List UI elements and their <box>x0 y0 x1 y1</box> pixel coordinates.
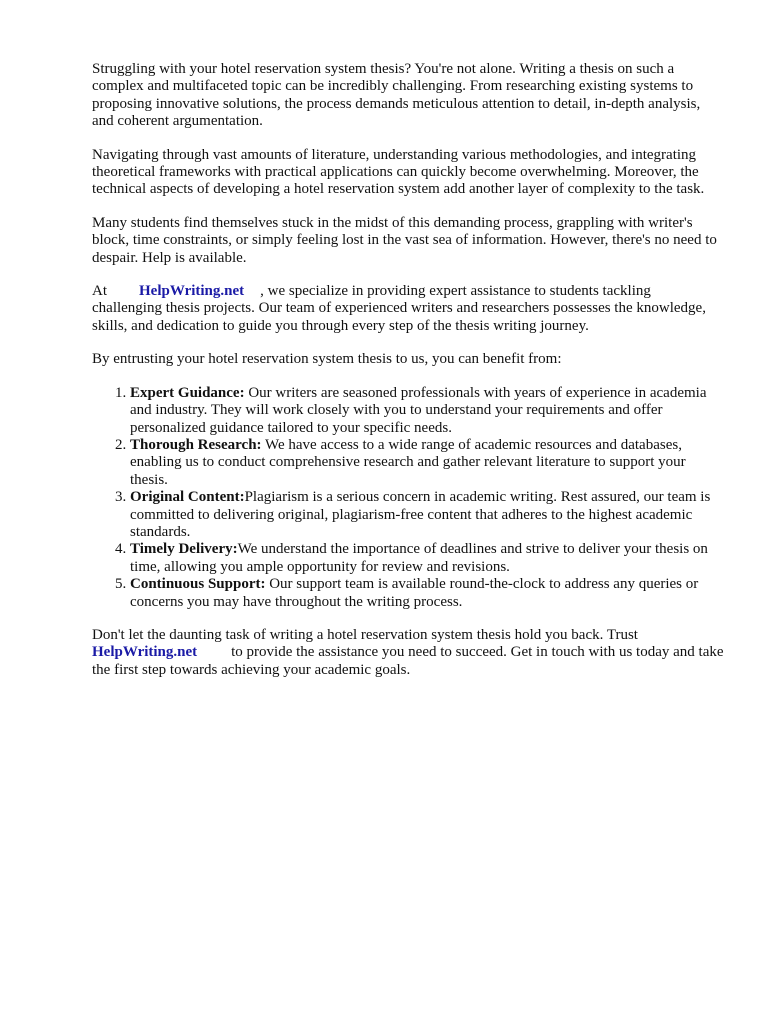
service-suffix: , we specialize in providing expert assistance to students tackling challenging thesis projects. Our team of experienced writers and researchers possesses the knowledge, skills, and dedication to guide you through every step of the thesis writing journey. <box>92 283 706 334</box>
document-page <box>92 61 724 695</box>
benefits-intro: By entrusting your hotel reservation system thesis to us, you can benefit from: <box>92 351 562 368</box>
list-item <box>130 576 724 611</box>
benefit-title: Continuous Support: <box>130 576 266 593</box>
benefit-text: Plagiarism is a serious concern in academic writing. Rest assured, our team is committed to delivering original, plagiarism-free content that adheres to the highest academic standards. <box>130 489 711 540</box>
benefit-title: Thorough Research: <box>130 436 262 453</box>
list-item <box>130 437 724 489</box>
list-item <box>130 385 724 437</box>
benefits-list <box>92 385 724 611</box>
challenges-paragraph: Navigating through vast amounts of literature, understanding various methodologies, and integrating theoretical frameworks with practical applications can quickly become overwhelming. Moreover, the technical aspects of developing a hotel reservation system add another layer of complexity to the task. <box>92 146 705 198</box>
service-paragraph <box>92 283 724 335</box>
service-prefix: At <box>92 283 107 300</box>
benefit-text: Our writers are seasoned professionals with years of experience in academia and industry. They will work closely with you to understand your requirements and offer personalized guidance tailored to your specific needs. <box>130 384 707 436</box>
benefit-title: Expert Guidance: <box>130 384 245 401</box>
closing-suffix: to provide the assistance you need to succeed. Get in touch with us today and take the first step towards achieving your academic goals. <box>92 644 724 678</box>
benefit-title: Timely Delivery: <box>130 541 238 558</box>
benefit-text: Our support team is available round-the-clock to address any queries or concerns you may have throughout the writing process. <box>130 576 699 610</box>
closing-paragraph <box>92 627 724 679</box>
closing-prefix: Don't let the daunting task of writing a hotel reservation system thesis hold you back. Trust <box>92 626 638 643</box>
benefit-text: We have access to a wide range of academic resources and databases, enabling us to conduct comprehensive research and gather relevant literature to support your thesis. <box>130 436 686 488</box>
intro-paragraph: Struggling with your hotel reservation system thesis? You're not alone. Writing a thesis on such a complex and multifaceted topic can be incredibly challenging. From researching existing systems to proposing innovative solutions, the process demands meticulous attention to detail, in-depth analysis, and coherent argumentation. <box>92 61 701 130</box>
struggles-paragraph: Many students find themselves stuck in the midst of this demanding process, grappling with writer's block, time constraints, or simply feeling lost in the vast sea of information. However, there's no need to despair. Help is available. <box>92 214 717 266</box>
helpwriting-link-closing[interactable]: HelpWriting.net <box>92 644 198 661</box>
list-item <box>130 541 724 576</box>
list-item <box>130 489 724 541</box>
benefit-text: We understand the importance of deadlines and strive to deliver your thesis on time, allowing you ample opportunity for review and revisions. <box>130 541 708 575</box>
helpwriting-link[interactable]: HelpWriting.net <box>139 283 245 300</box>
benefit-title: Original Content: <box>130 489 245 506</box>
